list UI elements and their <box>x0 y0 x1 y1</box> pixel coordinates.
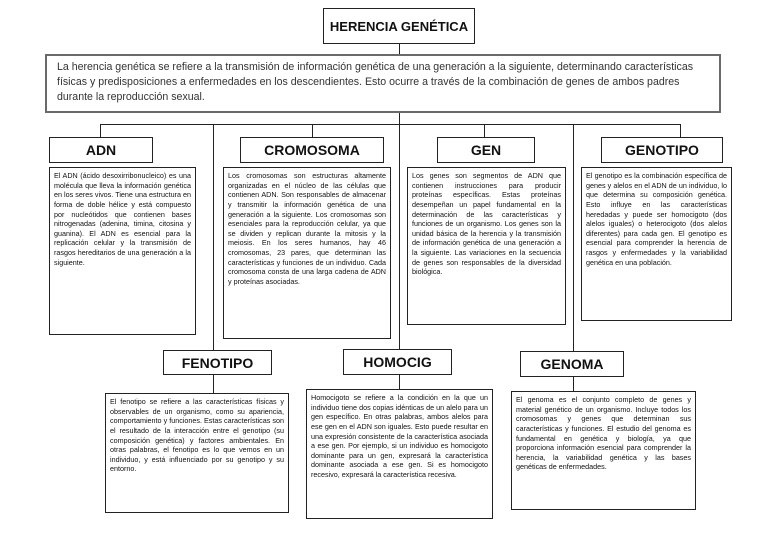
connector-adn <box>100 124 101 137</box>
connector-cromosoma <box>312 124 313 137</box>
page-title: HERENCIA GENÉTICA <box>323 8 475 44</box>
cromosoma-title: CROMOSOMA <box>240 137 384 163</box>
gen-title: GEN <box>437 137 535 163</box>
connector-genotipo <box>680 124 681 137</box>
connector-title-intro <box>399 44 400 54</box>
connector-genoma <box>573 124 574 351</box>
fenotipo-title: FENOTIPO <box>163 350 272 375</box>
genoma-title: GENOMA <box>520 351 624 377</box>
connector-fenotipo-text <box>213 375 214 393</box>
connector-horizontal <box>100 124 680 125</box>
adn-text: El ADN (ácido desoxirribonucleico) es una molécula que lleva la información genética en los seres vivos. Tiene una estructura en forma de doble hélice y está compuesto por nucleótidos que contienen bases nitrogenadas (adenina, timina, citosina y guanina). El ADN es esencial para la replicación celular y la transmisión de rasgos hereditarios de una generación a la siguiente. <box>49 167 196 335</box>
genoma-text: El genoma es el conjunto completo de genes y material genético de un organismo. Incluye todos los cromosomas y genes que determinan sus características y funciones. El estudio del genoma es fundamental en genética y biología, ya que proporciona información esencial para comprender la herencia, la variabilidad genética y las bases genéticas de enfermedades. <box>511 391 696 510</box>
connector-fenotipo <box>213 124 214 350</box>
intro-box: La herencia genética se refiere a la transmisión de información genética de una generación a la siguiente, determinando características físicas y predisposiciones a enfermedades en los descendientes. Esto ocurre a través de la combinación de genes de ambos padres durante la reproducción sexual. <box>45 54 721 113</box>
fenotipo-text: El fenotipo se refiere a las características físicas y observables de un organismo, como su apariencia, comportamiento y funciones. Estas características son el resultado de la interacción entre el genotipo (su composición genética) y factores ambientales. En otras palabras, el fenotipo es lo que vemos en un individuo, y está influenciado por su genotipo y su entorno. <box>105 393 289 513</box>
connector-homocig <box>399 124 400 349</box>
gen-text: Los genes son segmentos de ADN que contienen instrucciones para producir proteínas específicas. Estas proteínas desempeñan un papel fundamental en la determinación de las características y funciones de un organismo. Los genes son la unidad básica de la herencia y la transmisión de información genética de una generación a la siguiente. Las variaciones en la secuencia de genes son responsables de la diversidad biológica. <box>407 167 566 325</box>
genotipo-title: GENOTIPO <box>601 137 723 163</box>
homocig-title: HOMOCIG <box>343 349 452 375</box>
connector-genoma-text <box>573 375 574 391</box>
connector-gen <box>484 124 485 137</box>
cromosoma-text: Los cromosomas son estructuras altamente organizadas en el núcleo de las células que contienen ADN. Son responsables de almacenar y transmitir la información genética de una generación a la siguiente. Los cromosomas son esenciales para la reproducción celular, ya que se dividen y replican durante la mitosis y la meiosis. En los seres humanos, hay 46 cromosomas, 23 pares, que determinan las características y funciones de un individuo. Cada cromosoma consta de una larga cadena de ADN y proteínas asociadas. <box>223 167 391 339</box>
genotipo-text: El genotipo es la combinación específica de genes y alelos en el ADN de un individuo, lo que determina su composición genética. Esto influye en las características heredadas y puede ser homocigoto (dos alelos iguales) o heterocigoto (dos alelos diferentes) para cada gen. El genotipo es esencial para comprender la herencia de rasgos y enfermedades y la variabilidad genética en una población. <box>581 167 732 321</box>
homocig-text: Homocigoto se refiere a la condición en la que un individuo tiene dos copias idénticas de un alelo para un gen específico. En otras palabras, ambos alelos para ese gen en el ADN son iguales. Esto puede resultar en una expresión consistente de la característica asociada a ese gen. Por ejemplo, si un individuo es homocigoto dominante para un gen, expresará la característica dominante asociada a ese gen. Si es homocigoto recesivo, expresará la característica recesiva. <box>306 389 493 519</box>
adn-title: ADN <box>49 137 153 163</box>
connector-homocig-text <box>399 375 400 389</box>
